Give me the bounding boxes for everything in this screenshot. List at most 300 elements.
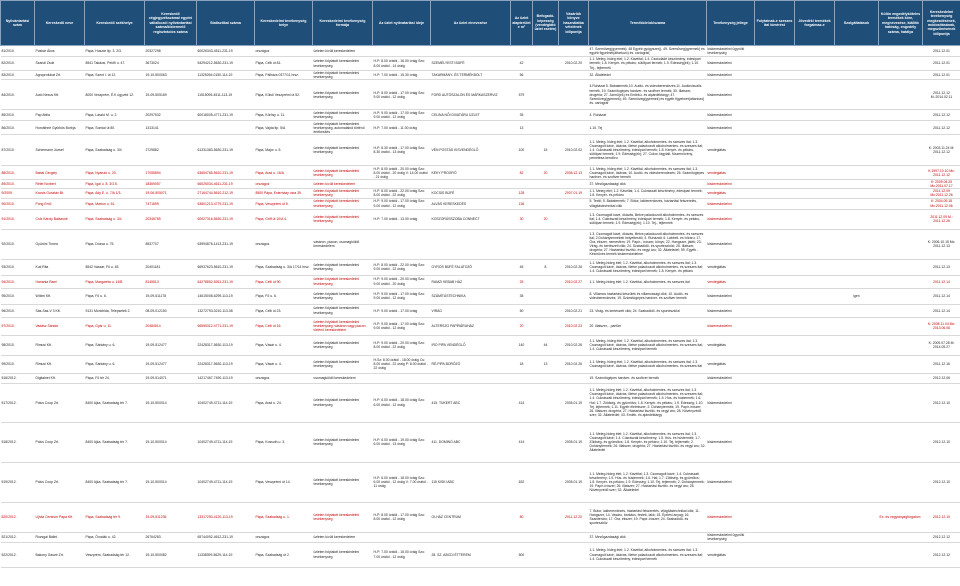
cell-goods: 1.1. Meleg étel; 1.2. Kávéital; 1.4. Cukrászati készítmény, édesipari termék; 1.8. Kenyér- és pékáru: [589, 189, 707, 198]
cell-excise: [795, 46, 835, 57]
cell-kind: vendéglátás: [707, 542, 755, 567]
cell-perm: [879, 229, 923, 259]
cell-seat: 8000 Veszprém, É.K úgyvéd 12.: [85, 80, 145, 110]
cell-area: 414: [511, 422, 533, 462]
cell-reg: 19-10-500014: [145, 383, 197, 422]
cell-hours: [373, 180, 431, 189]
cell-seat: Pápa, Gyár u. 11.: [85, 317, 145, 335]
table-row: [1, 209, 960, 229]
cell-book: 2007.01.19: [559, 189, 589, 198]
cell-reg: 19-09-514071: [145, 373, 197, 383]
cell-area: [511, 46, 533, 57]
table-row: [1, 229, 960, 259]
cell-no: 82/2010.: [1, 57, 35, 71]
cell-date: 2011.12.01: [923, 71, 960, 80]
cell-no: 89/2010.: [1, 180, 35, 189]
table-row: [1, 275, 960, 288]
cell-area: 136: [511, 198, 533, 209]
cell-stat: 54294212-5630-231-19: [197, 57, 255, 71]
cell-name: Polus Coop Zrt.: [35, 422, 85, 462]
cell-no: 88/2010.: [1, 166, 35, 180]
cell-cap: [533, 502, 559, 532]
cell-place: Pápa, Arad u. 24.: [255, 383, 313, 422]
cell-goods: 1.3. Csomagolt kávé, ókávás, illetve palackozott alkoholmentes- és szeszes ital; 1.4. Cukrászati készítmény, édesipari termék; 1.8. Kenyér- és pékáru, sütőipari termék; 1.9. Édesség(ek); 1.10. Tej-, tejtermék: [589, 209, 707, 229]
cell-shop: GI-HÁZ CENTRUM: [431, 502, 511, 532]
cell-area: 632: [511, 462, 533, 502]
cell-area: 50: [511, 304, 533, 317]
table-row: [1, 542, 960, 567]
cell-name: Agroprofukat Zrt.: [35, 71, 85, 80]
cell-place: országos: [255, 229, 313, 259]
cell-kind: vendéglátás: [707, 355, 755, 373]
cell-area: 82: [511, 166, 533, 180]
cell-spirits: [755, 532, 795, 542]
cell-no: 92/2010.: [1, 229, 35, 259]
cell-cap: [533, 542, 559, 567]
cell-serv: [835, 229, 879, 259]
cell-shop: SZEMÉLYESTI BÜFÉ: [431, 57, 511, 71]
cell-serv: [835, 462, 879, 502]
cell-reg: 20327298: [145, 46, 197, 57]
cell-book: [559, 542, 589, 567]
cell-no: 85/2010.: [1, 110, 35, 121]
cell-reg: 2729882: [145, 135, 197, 166]
table-row: [1, 71, 960, 80]
cell-name: Szandi Zsolt: [35, 57, 85, 71]
column-header: Kereskedelmi tevékenység helye: [255, 1, 313, 46]
cell-place: Pápa, Celli út 81.: [255, 57, 313, 71]
cell-kind: kiskereskedelmi: [707, 462, 755, 502]
cell-hours: H-P: 8.00 órától - 22.00 óráig Szo: 8.00 órától - 22 óráig: [373, 189, 431, 198]
cell-cap: [533, 317, 559, 335]
cell-goods: 1.1. Meleg- hideg étel; 1.2. Kávéital, alkoholmentes- és szeszes ital; 1.3. Csomagolt kávé, ókávás, illetve palackozott alkoholmentes- és szeszes ital; 1.4. Cukrászati készítmény, édesipari termék; 1.8. Kenyér- és pékáru, sütőipari termék; 1.9. Édesség(ek); 27. Cukor, fagylalt, fűszernövény, pemetésa kendőru: [589, 135, 707, 166]
table-row: [1, 259, 960, 275]
cell-seat: Pápa, László M. u. 2.: [85, 110, 145, 121]
cell-area: 100: [511, 135, 533, 166]
cell-no: 95/2010.: [1, 288, 35, 304]
table-row: [1, 189, 960, 198]
cell-shop: 415. TÜKERT ABC: [431, 383, 511, 422]
cell-name: Horváthné Gyürkös Borbja: [35, 121, 85, 135]
cell-shop: SZÁMÍTÁSTECHNIKA: [431, 288, 511, 304]
table-row: [1, 502, 960, 532]
cell-goods: 1.1. Meleg-hideg étel; 1.2. Kávéital, alkoholmentes- és szeszes ital; 1.3. Csomagolt kávé; 1.4. Cukrászati készítmény; 1.5. Hús- és hústermék; 1.7. Zöldség- és gyümölcs; 1.8. Kenyér- és pékáru; 1.10. Tej, tejtermék; 2. Dohánytermék; 26. Illatszer, drogéria; 27. Háztartási tisztító- és vegyi áru; 32. Állateledel: [589, 422, 707, 462]
cell-goods: 37. Mezőgazdasági cikk: [589, 180, 707, 189]
cell-hours: [373, 373, 431, 383]
cell-kind: vendéglátás: [707, 275, 755, 288]
cell-no: 517/2012.: [1, 383, 35, 422]
cell-form: üzleten folytatott kereskedelmi tevékenység: [313, 71, 373, 80]
cell-goods: 8. Villamos háztartási készülék és villamossági cikk; 10. Audió- és videoberendezés; 19. Számítógépes hardver- és szoftver termék: [589, 288, 707, 304]
cell-seat: 8542 Vaszar, Fő u. 45.: [85, 259, 145, 275]
cell-form: üzleten folytatott kereskedelmi tevékenység: [313, 57, 373, 71]
cell-stat: 22428317-5630-113-19: [197, 335, 255, 355]
cell-form: üzleten folytatott kereskedelmi tevékenység: [313, 422, 373, 462]
column-header: Folytatnak-e szeszes ital kimérést: [755, 1, 795, 46]
cell-stat: 10402749-4711-114-19: [197, 462, 255, 502]
cell-reg: 20401181: [145, 259, 197, 275]
cell-seat: Pápa, Fő u. 6.: [85, 288, 145, 304]
cell-name: Polus Coop Zrt.: [35, 383, 85, 422]
cell-perm: [879, 110, 923, 121]
cell-place: Pápa, Fő u. 6.: [255, 288, 313, 304]
cell-area: 45: [511, 259, 533, 275]
cell-name: Rimusi Kft.: [35, 355, 85, 373]
cell-shop: 411. DOMINÓ ABC: [431, 422, 511, 462]
cell-cap: [533, 462, 559, 502]
cell-hours: H-P: 8.30 órától - 17.00 óráig Szo: 8.30 órától - 13 óráig: [373, 135, 431, 166]
cell-name: Rozsgai Bálint: [35, 532, 85, 542]
cell-book: [559, 209, 589, 229]
cell-area: 500: [511, 542, 533, 567]
cell-book: [559, 46, 589, 57]
cell-perm: [879, 80, 923, 110]
cell-form: üzleten folytatott kereskedelmi tevékenység: [313, 288, 373, 304]
cell-name: Puskár Ákos: [35, 46, 85, 57]
cell-area: 128: [511, 189, 533, 198]
cell-name: Ujház Centrum Pápa Kft.: [35, 502, 85, 532]
cell-stat: 13317250-4120-113-19: [197, 502, 255, 532]
cell-book: [559, 532, 589, 542]
cell-shop: VIRÁG: [431, 304, 511, 317]
cell-kind: kiskereskedelmi: [707, 288, 755, 304]
table-row: [1, 198, 960, 209]
cell-name: Hanania Rami: [35, 275, 85, 288]
cell-seat: Pápa, Szabadság tér 9.: [85, 502, 145, 532]
cell-form: üzleten kívüli kereskedelem: [313, 46, 373, 57]
cell-area: 18: [511, 355, 533, 373]
cell-name: Pong Emő: [35, 198, 85, 209]
cell-date: 2012.12.12: [923, 532, 960, 542]
cell-reg: 19-10-500063: [145, 71, 197, 80]
cell-shop: 115 KISKI ABC: [431, 462, 511, 502]
cell-excise: [795, 335, 835, 355]
cell-name: Csík Károly Balázsné: [35, 209, 85, 229]
cell-date: K: 2009.04.25 Mc:2011.07.17: [923, 180, 960, 189]
column-header: Kereskedelmi tevékenység megkezdésének, módosításának, megszűnésének időpontja: [923, 1, 960, 46]
cell-book: 2010.02.23: [559, 317, 589, 335]
cell-area: 25: [511, 275, 533, 288]
cell-book: [559, 198, 589, 209]
cell-area: 30: [511, 209, 533, 229]
cell-perm: [879, 166, 923, 180]
cell-shop: TAKARMÁNY- ÉS TERMÉKBOLT: [431, 71, 511, 80]
cell-excise: [795, 198, 835, 209]
cell-book: [559, 288, 589, 304]
cell-kind: kiskereskedelmi: [707, 229, 755, 259]
cell-stat: 14615008-6299-113-19: [197, 288, 255, 304]
cell-excise: [795, 80, 835, 110]
cell-goods: 47. Szeműveg(gyermek): 48 Egyéb gyógyszer(), 49. Szeműveg(gyermek) és egyéb figyelmét(áttartozó) és. cartográf(: [589, 46, 705, 55]
cell-stat: 66937623-5610-231-19: [197, 259, 255, 275]
cell-stat: 63801213-4779-231-19: [197, 198, 255, 209]
cell-stat: 10402749-4711-114-19: [197, 383, 255, 422]
cell-perm: [879, 317, 923, 335]
cell-place: Pápa, Veszprémi út 5.: [255, 198, 313, 209]
cell-seat: 8541 Takácsi, Petőfi u. 47.: [85, 57, 145, 71]
cell-perm: [879, 135, 923, 166]
cell-date: K: 2009.07.28 M: 2014.05.27: [923, 335, 960, 355]
cell-book: 2011.12.20: [559, 502, 589, 532]
cell-no: 97/2010.: [1, 317, 35, 335]
cell-date: K:1997.10.10 Mc: 2011.12.12: [923, 166, 960, 180]
cell-reg: 19-10-500014: [145, 422, 197, 462]
cell-kind: vendéglátás: [707, 259, 755, 275]
cell-excise: [795, 288, 835, 304]
cell-name: Sás-Sas-V 3 Kft.: [35, 304, 85, 317]
cell-spirits: [755, 542, 795, 567]
cell-shop: KEKY PROGRÓ: [431, 166, 511, 180]
cell-shop: [431, 180, 511, 189]
cell-stat: 60018005-4771-231-19: [197, 110, 255, 121]
cell-shop: IRO PIPA VENDÉGLŐ: [431, 335, 511, 355]
cell-name: Rétei Norbert: [35, 180, 85, 189]
column-header: Az üzlet elnevezése: [431, 1, 511, 46]
cell-area: [511, 180, 533, 189]
cell-spirits: [755, 502, 795, 532]
column-header: Statisztikai száma: [197, 1, 255, 46]
cell-perm: [879, 259, 923, 275]
cell-seat: Veszprém, Szabadság tér 12.: [85, 542, 145, 567]
cell-perm: [879, 542, 923, 567]
cell-date: K: 2008.11.04 Mc: 2013.06.06: [923, 317, 960, 335]
cell-reg: 3673024: [145, 57, 197, 71]
cell-name: Wölmi Kft.: [35, 288, 85, 304]
cell-spirits: [755, 288, 795, 304]
cell-goods: 1.1. Meleg-hideg étel; 1.2. Kávéital, alkoholmentes- és szeszes ital; 1.3. Csomagolt kávé, ókávás, illetve palackozott alkoholmentes- és szeszes ital; 1.4. Cukrászati készítmény, édesipari termék; 1.8. Kenyér- és pékáru: [589, 259, 707, 275]
cell-shop: GYROS BÜFÉ FALATOZÓ: [431, 259, 511, 275]
cell-spirits: [755, 121, 795, 135]
column-header: Kereskedő cégjegyzékszáma/ egyéni vállalkozói nyilvántartási száma/kistermelő regisztrációs száma: [145, 1, 197, 46]
cell-shop: 28. SZ. ABCDI ÉTTEREM: [431, 542, 511, 567]
cell-date: 2012.12.10: [923, 422, 960, 462]
cell-area: 414: [511, 383, 533, 422]
cell-cap: [533, 71, 559, 80]
cell-perm: [879, 355, 923, 373]
cell-hours: H-P: 7.00 órától - 15.00 óráig Szo: 7.00 órától - 12 óráig: [373, 542, 431, 567]
cell-date: 2012.12.10: [923, 462, 960, 502]
cell-shop: [431, 373, 511, 383]
cell-book: 2010.02.26: [559, 335, 589, 355]
cell-goods: 23. Virág- és kertészeti cikk; 24. Szabadidő- és sporteszközi: [589, 304, 707, 317]
cell-book: 2010.02.26: [559, 355, 589, 373]
cell-book: 2005.01.19: [559, 462, 589, 502]
cell-area: 13: [511, 121, 533, 135]
cell-stat: 14217467-7490-113-19: [197, 373, 255, 383]
cell-hours: [373, 46, 431, 57]
column-header: Befogadó-képesség (vendéglátó üzlet esetén): [533, 1, 559, 46]
cell-excise: [795, 180, 835, 189]
cell-date: 2011.12.09 Mc:2011.12.26: [923, 189, 960, 198]
cell-place: Pápa, Celli út 16.: [255, 317, 313, 335]
cell-form: üzleten folytatott kereskedelmi tevékenység, automatából történő értékesítés: [313, 121, 373, 135]
table-row: [1, 532, 960, 542]
cell-date: 2012.12.12: [923, 542, 960, 567]
cell-cap: 13: [533, 355, 559, 373]
cell-area: 35: [511, 110, 533, 121]
cell-area: 56: [511, 71, 533, 80]
cell-reg: 19-09-505169: [145, 80, 197, 110]
cell-book: [559, 110, 589, 121]
cell-perm: [879, 288, 923, 304]
cell-date: 2011.12.14: [923, 275, 960, 288]
cell-stat: 63994876-1413-231-19: [197, 229, 255, 259]
cell-form: üzleten folytatott kereskedelmi tevékenység: [313, 355, 373, 373]
cell-seat: Pápa, Sárkány u. 6.: [85, 355, 145, 373]
cell-stat: 64278852-5261-231-19: [197, 275, 255, 288]
cell-form: csomagküldő kereskedelem: [313, 373, 373, 383]
table-row: [1, 121, 960, 135]
cell-serv: [835, 135, 879, 166]
cell-kind: kiskereskedelmi: [707, 422, 755, 462]
cell-kind: kiskereskedelmi ügynöki tevékenység: [707, 46, 755, 57]
cell-goods: 1.1. Meleg- hideg étel; 1.2. Kávéital, alkoholmentes- és szeszes ital; 1.3. Csomagolt kávé, ókávás, illetve palackozott alkoholmentes- és szeszes ital; 1.4. Cukrászati készítmény, édesipari termék: [589, 335, 707, 355]
column-header: Az üzlet nyitvatartási ideje: [373, 1, 431, 46]
cell-perm: [879, 121, 923, 135]
cell-place: Pápa, Pálháza 0377/11 hrsz.: [255, 71, 313, 80]
cell-spirits: [755, 422, 795, 462]
table-row: [1, 110, 960, 121]
table-row: [1, 135, 960, 166]
cell-no: 93/2010.: [1, 259, 35, 275]
cell-kind: kiskereskedelmi: [707, 383, 755, 422]
cell-place: országos: [255, 532, 313, 542]
cell-excise: [795, 57, 835, 71]
cell-spirits: [755, 373, 795, 383]
cell-cap: [533, 180, 559, 189]
cell-kind: kiskereskedelmi: [707, 304, 755, 317]
cell-serv: [835, 317, 879, 335]
cell-stat: 66555312-4771-231-19: [197, 317, 255, 335]
cell-area: [511, 373, 533, 383]
cell-place: Pápa, Celli út 90.: [255, 275, 313, 288]
cell-date: 2011.12.01: [923, 57, 960, 71]
cell-book: [559, 121, 589, 135]
cell-hours: H-P: 8.00 órától - 20.00 óráig Szo: 8.00 órától - 20 óráig V: 14.00 órától - 21 óráig: [373, 166, 431, 180]
column-header: Az üzlet alapterülete m²: [511, 1, 533, 46]
table-row: [1, 373, 960, 383]
cell-shop: ALVÁS KERESKEDÉS: [431, 198, 511, 209]
cell-goods: 20. Illatszer, - parfüm: [589, 317, 707, 335]
cell-no: 520/2012.: [1, 502, 35, 532]
cell-excise: [795, 166, 835, 180]
cell-goods: 1.1. Meleg- hideg étel; 1.2. Kávéital; 1.4. Csokoládé készítmény, édesipari termék; 1.8. Kenyér- és pékáru, sütőipari termék; 1.9. Édesség(ek); 1.10. Tej-, tejtermék: [589, 57, 707, 71]
cell-name: Polus Coop Zrt.: [35, 462, 85, 502]
table-row: [1, 317, 960, 335]
cell-goods: 37. Mezőgazdasági cikk: [589, 532, 707, 542]
cell-serv: [835, 57, 879, 71]
cell-hours: H-Sz: 8.00 órától - 18.00 óráig Cs: 8.00 órától - 22 óráig P: 8.00 órától - 22 óráig: [373, 355, 431, 373]
cell-kind: vendéglátás: [707, 335, 755, 355]
cell-perm: [879, 46, 923, 57]
cell-cap: [533, 198, 559, 209]
cell-reg: 19-10-500082: [145, 542, 197, 567]
cell-seat: Pápa, Margaréta u. 14/B: [85, 275, 145, 288]
cell-excise: [795, 304, 835, 317]
cell-kind: kiskereskedelmi: [707, 180, 755, 189]
cell-spirits: [755, 135, 795, 166]
cell-excise: [795, 317, 835, 335]
cell-seat: Pápa, Ady E. u. 7/A 1/3.: [85, 189, 145, 198]
cell-serv: [835, 259, 879, 275]
cell-perm: [879, 71, 923, 80]
cell-form: üzleten folytatott kereskedelmi tevékenység: [313, 542, 373, 567]
cell-stat: 11325266-0150-114-19: [197, 71, 255, 80]
cell-stat: 13272793-0210-113-08: [197, 304, 255, 317]
cell-kind: kiskereskedelmi: [707, 71, 755, 80]
table-row: [1, 80, 960, 110]
cell-spirits: [755, 275, 795, 288]
cell-stat: 66025034-4611-231-19: [197, 180, 255, 189]
cell-book: [559, 229, 589, 259]
cell-spirits: [755, 335, 795, 355]
cell-reg: 20348789: [145, 209, 197, 229]
cell-date: 2011.12.12: [923, 110, 960, 121]
cell-spirits: [755, 71, 795, 80]
cell-excise: [795, 71, 835, 80]
cell-goods: 1.1. Meleg- hideg étel; 1.2. Kávéital, alkoholmentes- és szeszes ital; 1.3. Csomagolt kávé, ókávás, illetve palackozott alkoholmentes- és szeszes ital: [589, 355, 707, 373]
cell-excise: [795, 110, 835, 121]
cell-serv: [835, 373, 879, 383]
cell-seat: Pápa, Somlai út 80.: [85, 121, 145, 135]
cell-goods: 4.Ruházat 5. Babatermék,10. Audió- és videoberendezés,11. Audiovizuális termék, 19. Számítógépes hardver- és szoftver termék; 30. Illatszer, drogéria; 27. Jármű(ek) és Emlékú- és alpárdéktárgy; 47. Szeműveg(gyermek); 49. Szeműveg(gyermek) és egyéb figyelmét(áttartozó) és. cartográf: [589, 80, 707, 110]
column-header: Jövedéki termékek forgalmaz-e: [795, 1, 835, 46]
cell-form: üzleten folytatott kereskedelmi tevékenység: [313, 275, 373, 288]
cell-book: 2005.01.19: [559, 383, 589, 422]
cell-form: üzleten folytatott kereskedelmi tevékenység: [313, 189, 373, 198]
cell-area: [511, 229, 533, 259]
cell-form: üzleten folytatott kereskedelmi tevékenység: [313, 462, 373, 502]
cell-excise: [795, 542, 835, 567]
cell-seat: Pápa, Sárkány u. 6.: [85, 335, 145, 355]
cell-place: Pápa, Vajda ltp. 5/A: [255, 121, 313, 135]
cell-cap: [533, 189, 559, 198]
cell-form: üzleten folytatott kereskedelmi tevékenység: [313, 209, 373, 229]
cell-reg: 8145513: [145, 275, 197, 288]
cell-kind: kiskereskedelmi: [707, 121, 755, 135]
table-row: [1, 180, 960, 189]
cell-form: üzleten folytatott kereskedelmi tevékenység: [313, 335, 373, 355]
cell-serv: [835, 275, 879, 288]
cell-goods: 1.1. Meleg- hideg étel; 1.2. Kávéital, alkoholmentes- és szeszes ital; 1.3. Csomagolt kávé, ókávás, illetve palackozott alkoholmentes- és szeszes ital; 1.4. Cukrászati készítmény, édesipari termék: [589, 542, 707, 567]
cell-spirits: [755, 110, 795, 121]
header-row: [1, 1, 960, 46]
cell-kind: kiskereskedelmi: [707, 80, 755, 110]
cell-shop: CELINA NŐI DIVATÁRU ÜZLET: [431, 110, 511, 121]
cell-reg: 19-09-512477: [145, 335, 197, 355]
cell-cap: [533, 57, 559, 71]
cell-cap: [533, 121, 559, 135]
cell-place: országos: [255, 373, 313, 383]
cell-serv: [835, 198, 879, 209]
cell-book: [559, 373, 589, 383]
cell-cap: [533, 288, 559, 304]
cell-kind: kiskereskedelmi: [707, 110, 755, 121]
cell-hours: H-P: 8.00 órától - 17.00 óráig Szo: 9.00 órától - 12 óráig: [373, 80, 431, 110]
cell-place: Pápa, Major u. 5.: [255, 135, 313, 166]
cell-shop: [431, 46, 511, 57]
cell-form: üzleten folytatott kereskedelmi tevékenység: [313, 502, 373, 532]
cell-kind: kiskereskedelmi: [707, 198, 755, 209]
table-row: [1, 288, 960, 304]
cell-reg: 1313141: [145, 121, 197, 135]
cell-kind: vendéglátás: [707, 189, 755, 198]
cell-goods: 19. Számítógépes hardver- és szoftver termék: [589, 373, 707, 383]
cell-area: [511, 532, 533, 542]
cell-seat: Pápa, Igal u. 8. 3/3.5.: [85, 180, 145, 189]
cell-name: Rimusi Kft.: [35, 335, 85, 355]
cell-shop: FORD AUTÓSZALON ÉS MÁRKASZERVIZ: [431, 80, 511, 110]
